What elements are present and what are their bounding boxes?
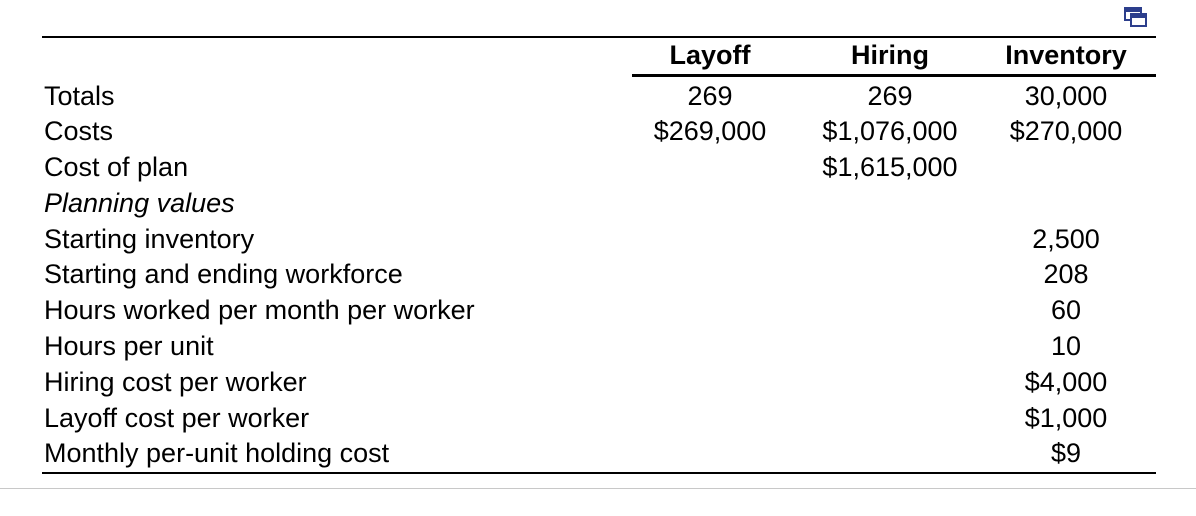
row-label-totals: Totals [44, 81, 115, 111]
cell-costs-hiring: $1,076,000 [822, 116, 958, 146]
copy-icon[interactable] [1122, 6, 1148, 28]
value-workforce: 208 [1043, 259, 1089, 289]
page-divider [0, 488, 1196, 489]
cell-cost-of-plan: $1,615,000 [822, 152, 958, 182]
value-hiring-cost: $4,000 [1024, 367, 1108, 397]
row-label-hours-per-unit: Hours per unit [44, 331, 214, 361]
row-label-starting-inventory: Starting inventory [44, 224, 255, 254]
column-header-layoff: Layoff [669, 40, 751, 70]
value-holding-cost: $9 [1050, 438, 1082, 468]
value-hours-worked: 60 [1050, 295, 1082, 325]
row-label-workforce: Starting and ending workforce [44, 259, 403, 289]
header-underline [632, 74, 1156, 77]
column-header-inventory: Inventory [1005, 40, 1127, 70]
section-heading-planning-values: Planning values [44, 188, 235, 218]
value-layoff-cost: $1,000 [1024, 403, 1108, 433]
cell-totals-layoff: 269 [687, 81, 733, 111]
row-label-layoff-cost: Layoff cost per worker [44, 403, 310, 433]
cell-costs-layoff: $269,000 [653, 116, 767, 146]
value-starting-inventory: 2,500 [1032, 224, 1100, 254]
cell-totals-inventory: 30,000 [1024, 81, 1108, 111]
row-label-cost-of-plan: Cost of plan [44, 152, 189, 182]
row-label-hours-worked: Hours worked per month per worker [44, 295, 475, 325]
column-header-hiring: Hiring [851, 40, 929, 70]
row-label-holding-cost: Monthly per-unit holding cost [44, 438, 390, 468]
value-hours-per-unit: 10 [1050, 331, 1082, 361]
row-label-costs: Costs [44, 116, 114, 146]
row-label-hiring-cost: Hiring cost per worker [44, 367, 307, 397]
cell-totals-hiring: 269 [867, 81, 913, 111]
cell-costs-inventory: $270,000 [1009, 116, 1123, 146]
table-top-rule [42, 36, 1156, 38]
table-bottom-rule [42, 472, 1156, 474]
